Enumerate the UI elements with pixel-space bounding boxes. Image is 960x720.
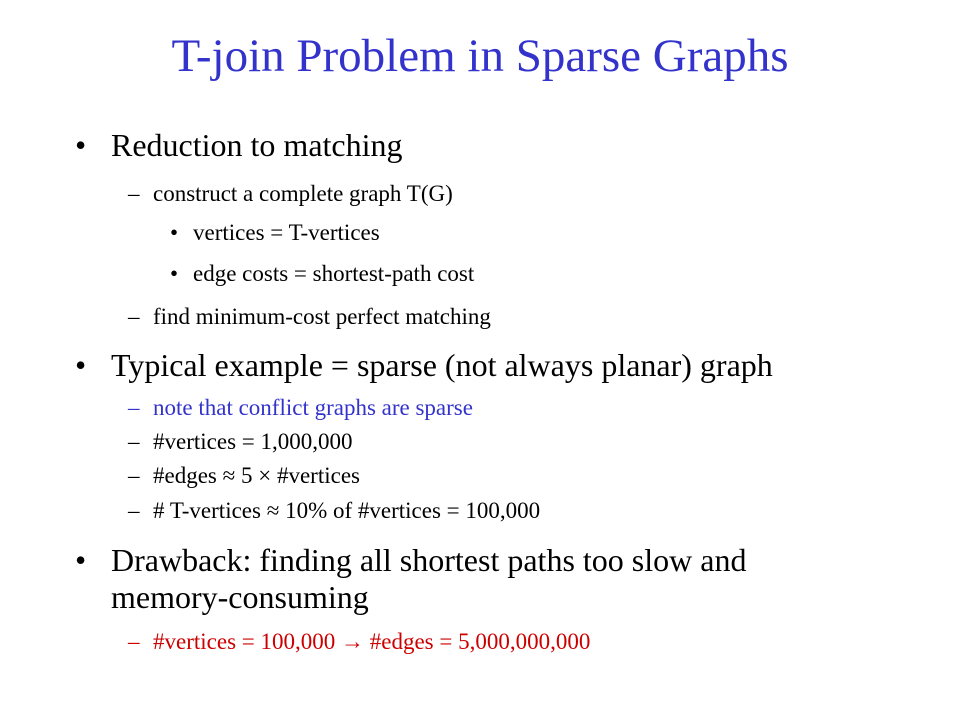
dash-marker: – (128, 181, 140, 206)
dash-marker: – (128, 395, 140, 420)
dash-marker: – (128, 498, 140, 523)
bullet-marker: • (75, 542, 87, 578)
dash-marker: – (128, 429, 140, 454)
bullet-marker: • (75, 347, 87, 383)
subitem-text: note that conflict graphs are sparse (153, 395, 473, 420)
bullet-text: Reduction to matching (111, 127, 403, 163)
dash-marker: – (128, 629, 140, 654)
bullet-marker: • (75, 127, 87, 163)
bullet-marker: • (170, 220, 179, 245)
subsubitem-text: vertices = T-vertices (193, 220, 380, 245)
bullet-text: Drawback: finding all shortest paths too slow and (111, 542, 747, 578)
subitem-text: #vertices = 1,000,000 (153, 429, 353, 454)
subitem-text: find minimum-cost perfect matching (153, 304, 491, 329)
subitem-text: #edges ≈ 5 × #vertices (153, 463, 360, 488)
bullet-drawback-continuation: memory-consuming (111, 579, 369, 615)
subitem-text: construct a complete graph T(G) (153, 181, 453, 206)
bullet-text: Typical example = sparse (not always planar) graph (111, 347, 773, 383)
subitem-text: #vertices = 100,000 → #edges = 5,000,000,000 (153, 629, 591, 654)
slide-title: T-join Problem in Sparse Graphs (171, 30, 789, 82)
bullet-marker: • (170, 261, 179, 286)
dash-marker: – (128, 304, 140, 329)
dash-marker: – (128, 463, 140, 488)
subitem-text: # T-vertices ≈ 10% of #vertices = 100,000 (153, 498, 541, 523)
subsubitem-text: edge costs = shortest-path cost (193, 261, 475, 286)
